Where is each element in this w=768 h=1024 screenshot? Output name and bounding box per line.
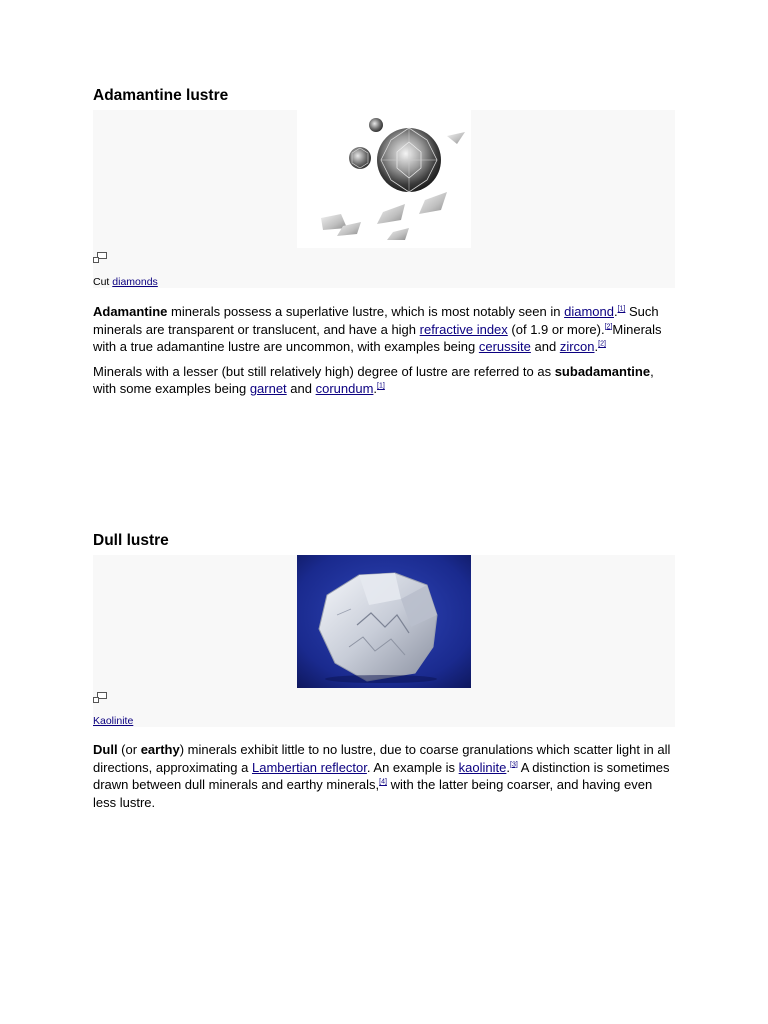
- link-garnet[interactable]: garnet: [249, 381, 287, 396]
- link-corundum[interactable]: corundum: [315, 381, 374, 396]
- diamonds-image[interactable]: [297, 110, 471, 248]
- text-run: Minerals with a true adamantine lustre are uncommon, with examples being: [93, 321, 662, 354]
- kaolinite-image[interactable]: [297, 555, 471, 688]
- term-adamantine: Adamantine: [93, 304, 168, 319]
- text-run: .: [594, 339, 599, 354]
- text-run: Such minerals are transparent or translucent, and have a high: [93, 304, 659, 337]
- citation-link[interactable]: [1]: [377, 382, 385, 390]
- kaolinite-illustration: [297, 555, 471, 688]
- text-run: A distinction is sometimes drawn between dull minerals and earthy minerals,: [93, 759, 670, 792]
- text-run: with the latter being coarser, and having even less lustre.: [93, 777, 653, 810]
- paragraph-dull-definition: [93, 741, 675, 811]
- image-caption: [93, 276, 158, 289]
- text-run: (of 1.9 or more).: [507, 321, 605, 337]
- magnify-clip-icon[interactable]: [93, 250, 107, 261]
- thumbnail-frame: [93, 110, 675, 288]
- link-cerussite[interactable]: cerussite: [478, 339, 531, 354]
- text-run: .: [613, 304, 618, 319]
- citation-link[interactable]: [3]: [510, 761, 518, 769]
- text-run: and: [286, 381, 316, 396]
- paragraph-subadamantine: [93, 363, 675, 398]
- citation-link[interactable]: [4]: [379, 778, 387, 786]
- term-subadamantine: subadamantine: [554, 363, 651, 379]
- link-diamonds[interactable]: diamonds: [112, 276, 158, 288]
- link-diamond[interactable]: diamond: [564, 304, 614, 319]
- text-run: .: [506, 759, 510, 775]
- caption-text: Cut: [93, 276, 113, 288]
- thumbnail-frame: [93, 555, 675, 727]
- magnify-clip-icon[interactable]: [93, 690, 107, 701]
- paragraph-adamantine-definition: [93, 303, 675, 356]
- link-refractive-index[interactable]: refractive index: [419, 321, 508, 337]
- text-run: .: [373, 381, 378, 396]
- citation-link[interactable]: [2]: [598, 340, 606, 348]
- text-run: minerals possess a superlative lustre, which is most notably seen in: [167, 304, 565, 319]
- diamonds-illustration: [297, 110, 471, 248]
- citation-link[interactable]: [2]: [604, 323, 613, 331]
- link-zircon[interactable]: zircon: [559, 339, 595, 354]
- term-earthy: earthy: [140, 742, 180, 757]
- text-run: ) minerals exhibit little to no lustre, due to coarse granulations which scatter light in all directions, approximating a: [93, 742, 671, 775]
- text-run: Minerals with a lesser (but still relatively high) degree of lustre are referred to as: [93, 363, 555, 379]
- section-title: Dull lustre: [93, 532, 169, 549]
- section-title: Adamantine lustre: [93, 87, 229, 104]
- section-dull-lustre: [93, 531, 675, 811]
- link-kaolinite[interactable]: kaolinite: [458, 759, 507, 775]
- link-lambertian-reflector[interactable]: Lambertian reflector: [251, 759, 367, 775]
- text-run: (or: [117, 742, 141, 757]
- text-run: and: [530, 339, 560, 354]
- term-dull: Dull: [93, 742, 118, 757]
- text-run: , with some examples being: [93, 363, 654, 396]
- image-caption: [93, 715, 133, 728]
- section-adamantine-lustre: [93, 86, 675, 398]
- text-run: . An example is: [366, 759, 459, 775]
- citation-link[interactable]: [1]: [617, 305, 626, 313]
- link-kaolinite-caption[interactable]: Kaolinite: [93, 715, 134, 727]
